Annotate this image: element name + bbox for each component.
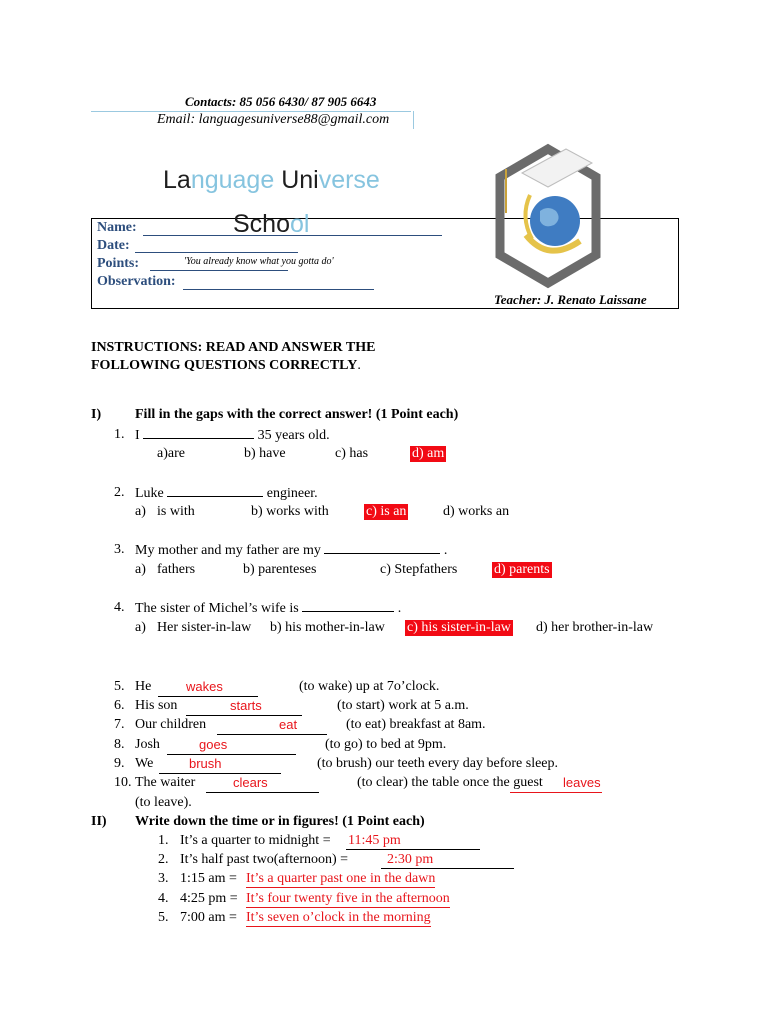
q9-answer: brush xyxy=(189,756,222,771)
title-part: nguage xyxy=(190,166,282,194)
points-field[interactable] xyxy=(150,270,288,271)
q2-post: engineer. xyxy=(266,486,318,501)
time-q3-number: 3. xyxy=(158,871,169,886)
q1-option-d-selected[interactable]: d) am xyxy=(412,446,445,461)
section-2-title: Write down the time or in figures! (1 Point each) xyxy=(135,814,425,829)
observation-field[interactable] xyxy=(183,289,374,290)
header-divider-vertical xyxy=(413,111,414,129)
q3-option-a[interactable]: fathers xyxy=(157,562,196,577)
q2-number: 2. xyxy=(114,485,125,500)
q6-answer: starts xyxy=(230,698,262,713)
time-q4-number: 4. xyxy=(158,891,169,906)
q5-answer: wakes xyxy=(186,679,223,694)
q3-number: 3. xyxy=(114,542,125,557)
time-q1-question: It’s a quarter to midnight = xyxy=(180,833,331,848)
q1-post: 35 years old. xyxy=(257,428,330,443)
time-q5-question: 7:00 am = xyxy=(180,910,237,925)
school-logo xyxy=(492,143,604,293)
q9-number: 9. xyxy=(114,756,125,771)
q3-option-d-selected[interactable]: d) parents xyxy=(494,562,550,577)
q7-answer-line[interactable] xyxy=(217,717,327,735)
q7-answer: eat xyxy=(279,717,298,732)
q5-pre: He xyxy=(135,679,152,694)
q3-blank[interactable] xyxy=(324,542,440,554)
school-title xyxy=(163,166,380,195)
instructions-line-1: INSTRUCTIONS: READ AND ANSWER THE xyxy=(91,340,376,355)
time-q5-number: 5. xyxy=(158,910,169,925)
q2-option-b[interactable]: b) works with xyxy=(251,504,329,519)
q10-answer-2-line[interactable] xyxy=(510,775,602,793)
q4-number: 4. xyxy=(114,600,125,615)
q8-pre: Josh xyxy=(135,737,160,752)
q3-pre: My mother and my father are my xyxy=(135,543,321,558)
q1-blank[interactable] xyxy=(143,427,254,439)
time-q2-answer-line[interactable] xyxy=(381,852,514,869)
q7-number: 7. xyxy=(114,717,125,732)
q3-sentence xyxy=(135,542,447,559)
date-label: Date: xyxy=(97,238,130,253)
title-part: verse xyxy=(318,166,380,194)
time-q2-question: It’s half past two(afternoon) = xyxy=(180,852,349,867)
q2-option-a-label: a) xyxy=(135,504,146,519)
school-part: Scho xyxy=(233,210,290,238)
time-q3-answer[interactable]: It’s a quarter past one in the dawn xyxy=(246,871,436,886)
q10-post: (to clear) the table once the guest xyxy=(357,775,543,790)
q6-post: (to start) work at 5 a.m. xyxy=(337,698,469,713)
q7-pre: Our children xyxy=(135,717,207,732)
q6-number: 6. xyxy=(114,698,125,713)
q8-number: 8. xyxy=(114,737,125,752)
q4-post: . xyxy=(397,601,402,616)
time-q4-question: 4:25 pm = xyxy=(180,891,238,906)
q3-option-c[interactable]: c) Stepfathers xyxy=(380,562,458,577)
q3-option-b[interactable]: b) parenteses xyxy=(243,562,317,577)
q4-option-c-selected[interactable]: c) his sister-in-law xyxy=(407,620,511,635)
q4-blank[interactable] xyxy=(302,600,394,612)
email-line: Email: languagesuniverse88@gmail.com xyxy=(157,112,390,127)
date-field[interactable] xyxy=(135,252,298,253)
q3-option-a-label: a) xyxy=(135,562,146,577)
time-q1-answer: 11:45 pm xyxy=(348,833,401,848)
q4-sentence xyxy=(135,600,401,617)
q2-option-c-selected[interactable]: c) is an xyxy=(366,504,407,519)
q1-option-c[interactable]: c) has xyxy=(335,446,369,461)
q3-post: . xyxy=(443,543,448,558)
q10-post-2: (to leave). xyxy=(135,795,192,810)
q2-option-a[interactable]: is with xyxy=(157,504,195,519)
section-1-title: Fill in the gaps with the correct answer! (1 Point each) xyxy=(135,407,459,422)
q2-blank[interactable] xyxy=(167,485,263,497)
q2-pre: Luke xyxy=(135,486,164,501)
q1-option-b[interactable]: b) have xyxy=(244,446,286,461)
observation-label: Observation: xyxy=(97,274,176,289)
q10-answer-2: leaves xyxy=(563,775,601,790)
time-q2-number: 2. xyxy=(158,852,169,867)
q5-number: 5. xyxy=(114,679,125,694)
contacts-line: Contacts: 85 056 6430/ 87 905 6643 xyxy=(185,94,377,109)
points-label: Points: xyxy=(97,256,139,271)
q1-option-a[interactable]: a)are xyxy=(157,446,185,461)
q1-number: 1. xyxy=(114,427,125,442)
q9-answer-line[interactable] xyxy=(159,756,281,774)
teacher-name: Teacher: J. Renato Laissane xyxy=(494,292,647,307)
q2-sentence xyxy=(135,485,318,502)
q10-answer: clears xyxy=(233,775,268,790)
q9-post: (to brush) our teeth every day before sleep. xyxy=(317,756,559,771)
motto: 'You already know what you gotta do' xyxy=(184,256,334,267)
time-q1-answer-line[interactable] xyxy=(346,833,480,850)
q1-pre: I xyxy=(135,428,140,443)
q5-post: (to wake) up at 7o’clock. xyxy=(299,679,440,694)
q6-answer-line[interactable] xyxy=(186,698,302,716)
q4-option-a[interactable]: Her sister-in-law xyxy=(157,620,252,635)
q8-answer-line[interactable] xyxy=(167,737,296,755)
school-part: ol xyxy=(289,210,310,238)
time-q3-question: 1:15 am = xyxy=(180,871,237,886)
q7-post: (to eat) breakfast at 8am. xyxy=(346,717,486,732)
q5-answer-line[interactable] xyxy=(158,679,258,697)
time-q4-answer[interactable]: It’s four twenty five in the afternoon xyxy=(246,891,450,906)
q8-answer: goes xyxy=(199,737,228,752)
q9-pre: We xyxy=(135,756,154,771)
title-part: La xyxy=(163,166,191,194)
q8-post: (to go) to bed at 9pm. xyxy=(325,737,447,752)
q1-sentence xyxy=(135,427,330,444)
name-label: Name: xyxy=(97,220,137,235)
section-1-number: I) xyxy=(91,407,102,422)
school-subtitle xyxy=(233,210,309,239)
time-q2-answer: 2:30 pm xyxy=(387,852,434,867)
q10-pre: The waiter xyxy=(135,775,196,790)
q6-pre: His son xyxy=(135,698,178,713)
q4-pre: The sister of Michel’s wife is xyxy=(135,601,299,616)
instructions-dot: . xyxy=(357,358,361,373)
time-q5-answer[interactable]: It’s seven o’clock in the morning xyxy=(246,910,431,925)
time-q1-number: 1. xyxy=(158,833,169,848)
instructions-line-2 xyxy=(91,358,361,374)
q4-option-d[interactable]: d) her brother-in-law xyxy=(536,620,654,635)
q10-answer-line[interactable] xyxy=(206,775,319,793)
instructions-text: FOLLOWING QUESTIONS CORRECTLY xyxy=(91,358,358,373)
q4-option-b[interactable]: b) his mother-in-law xyxy=(270,620,385,635)
title-part: Uni xyxy=(281,166,319,194)
section-2-number: II) xyxy=(91,814,107,829)
q4-option-a-label: a) xyxy=(135,620,146,635)
q2-option-d[interactable]: d) works an xyxy=(443,504,510,519)
q10-number: 10. xyxy=(114,775,132,790)
